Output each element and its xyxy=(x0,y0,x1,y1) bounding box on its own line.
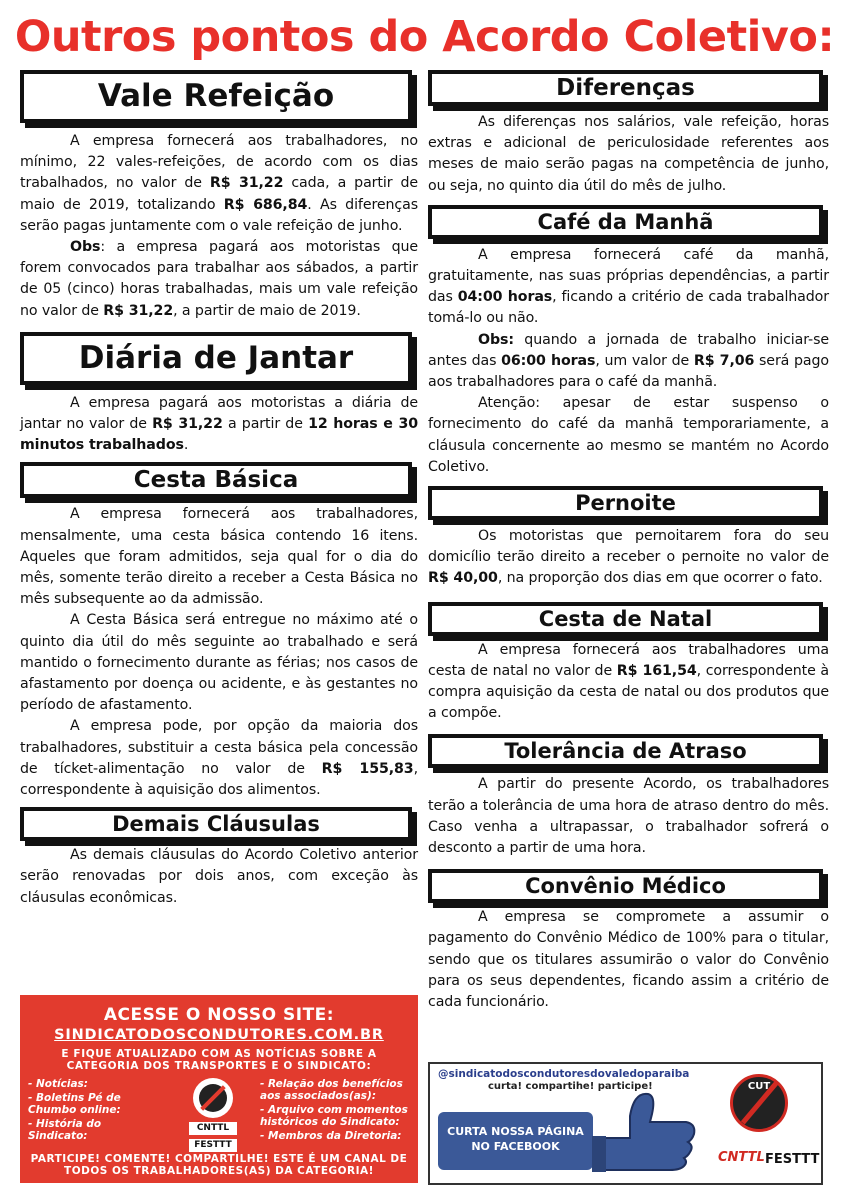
heading-vale-refeicao: Vale Refeição xyxy=(20,70,412,123)
cafe-paragraph-2: Obs: quando a jornada de trabalho iniciar-se antes das 06:00 horas, um valor de R$ 7,06 será pago aos trabalhadores para o café da manhã. xyxy=(428,331,829,391)
heading-pernoite: Pernoite xyxy=(428,486,823,520)
website-banner-heading: ACESSE O NOSSO SITE: xyxy=(103,1005,335,1025)
heading-diferencas: Diferenças xyxy=(428,70,823,106)
convenio-paragraph: A empresa se compromete a assumir o pagamento do Convênio Médico de 100% para o titular, sendo que os titulares assumirão o valor do Convênio para os seus dependentes, ficando assim a critério de cada funcionário. xyxy=(428,909,829,1011)
feature-item: - Arquivo com momentos históricos do Sindicato: xyxy=(260,1104,408,1128)
feature-item: - História do Sindicato: xyxy=(28,1118,102,1142)
cut-logo-label: CUT xyxy=(747,1081,771,1092)
cnttl-logo: CNTTL xyxy=(718,1150,765,1165)
cesta-basica-paragraph-2: A Cesta Básica será entregue no máximo até o quinto dia útil do mês seguinte ao trabalhado e será mantido o fornecimento durante as férias; nos casos de afastamento por doença ou acidente, e às gestantes no período de afastamento. xyxy=(20,612,418,714)
feature-item: - Notícias: xyxy=(28,1078,88,1090)
cesta-basica-paragraph-3: A empresa pode, por opção da maioria dos trabalhadores, substituir a cesta básica pela concessão de tícket-alimentação no valor de R$ 155,83, correspondente à aquisição dos alimentos. xyxy=(20,718,418,799)
pernoite-paragraph: Os motoristas que pernoitarem fora do seu domicílio terão direito a receber o pernoite no valor de R$ 40,00, na proporção dos dias em que ocorrer o fato. xyxy=(428,528,829,587)
heading-cesta-de-natal: Cesta de Natal xyxy=(428,602,823,636)
facebook-like-label: CURTA NOSSA PÁGINA NO FACEBOOK xyxy=(447,1125,584,1153)
diaria-jantar-paragraph: A empresa pagará aos motoristas a diária de jantar no valor de R$ 31,22 a partir de 12 horas e 30 minutos trabalhados. xyxy=(20,394,419,454)
facebook-like-button[interactable] xyxy=(438,1112,593,1170)
facebook-tagline: curta! compartihe! participe! xyxy=(488,1081,653,1092)
natal-paragraph: A empresa fornecerá aos trabalhadores uma cesta de natal no valor de R$ 161,54, correspondente à compra aquisição da cesta de natal ou dos produtos que a compõe. xyxy=(428,641,829,722)
vale-refeicao-paragraph-2: Obs: a empresa pagará aos motoristas que forem convocados para trabalhar aos sábados, a partir de 05 (cinco) horas trabalhadas, mais um vale refeição no valor de R$ 31,22, a partir de maio de 2019. xyxy=(20,239,418,319)
website-banner xyxy=(20,995,418,1183)
thumbs-up-icon xyxy=(590,1086,700,1174)
right-column xyxy=(428,70,829,1013)
cafe-paragraph-1: A empresa fornecerá café da manhã, gratuitamente, nas suas próprias dependências, a partir das 04:00 horas, ficando a critério de cada trabalhador tomá-lo ou não. xyxy=(428,246,829,327)
feature-item: - Membros da Diretoria: xyxy=(260,1130,402,1142)
heading-demais-clausulas: Demais Cláusulas xyxy=(20,807,412,841)
feature-item: - Boletins Pé de Chumbo online: xyxy=(28,1092,121,1116)
cut-logo xyxy=(730,1074,788,1132)
festtt-logo: FESTTT xyxy=(189,1139,237,1152)
page-title: Outros pontos do Acordo Coletivo: xyxy=(14,12,835,62)
cesta-basica-paragraph-1: A empresa fornecerá aos trabalhadores, mensalmente, uma cesta básica contendo 16 itens. Aqueles que foram admitidos, seja qual for o dia do mês, somente terão direito a receber a Cesta Básica no mês subsequente ao da admissão. xyxy=(20,506,418,608)
vale-refeicao-paragraph-1: A empresa fornecerá aos trabalhadores, no mínimo, 22 vales-refeições, de acordo com os dias trabalhados, no valor de R$ 31,22 cada, a partir de maio de 2019, totalizando R$ 686,84. As diferenças serão pagas juntamente com o vale refeição de junho. xyxy=(20,133,419,234)
festtt-logo: FESTTT xyxy=(765,1152,820,1167)
heading-cesta-basica: Cesta Básica xyxy=(20,462,412,498)
cut-logo-icon xyxy=(193,1078,233,1118)
heading-diaria-jantar: Diária de Jantar xyxy=(20,332,412,385)
heading-convenio-medico: Convênio Médico xyxy=(428,869,823,903)
left-column xyxy=(20,70,418,909)
website-features-left xyxy=(28,1078,158,1144)
heading-tolerancia-atraso: Tolerância de Atraso xyxy=(428,734,823,768)
website-banner-footer: PARTICIPE! COMENTE! COMPARTILHE! ESTE É UM CANAL DE TODOS OS TRABALHADORES(AS) DA CATEGORIA! xyxy=(30,1153,408,1177)
facebook-handle[interactable]: @sindicatodoscondutoresdovaledoparaiba xyxy=(438,1068,690,1080)
cnttl-logo: CNTTL xyxy=(189,1122,237,1135)
demais-clausulas-paragraph: As demais cláusulas do Acordo Coletivo anterior serão renovadas por dois anos, com exceção às cláusulas econômicas. xyxy=(20,847,418,906)
heading-cafe-da-manha: Café da Manhã xyxy=(428,205,823,239)
website-banner-subtitle: E FIQUE ATUALIZADO COM AS NOTÍCIAS SOBRE A CATEGORIA DOS TRANSPORTES E O SINDICATO: xyxy=(61,1048,377,1072)
cafe-paragraph-3: Atenção: apesar de estar suspenso o fornecimento do café da manhã temporariamente, a cláusula concernente ao mesmo se mantém no Acordo Coletivo. xyxy=(428,395,829,475)
atraso-paragraph: A partir do presente Acordo, os trabalhadores terão a tolerância de uma hora de atraso dentro do mês. Caso venha a ultrapassar, o trabalhador sofrerá o desconto a partir de uma hora. xyxy=(428,776,829,857)
facebook-banner[interactable] xyxy=(428,1062,823,1185)
diferencas-paragraph: As diferenças nos salários, vale refeição, horas extras e adicional de periculosidade referentes aos meses de maio serão pagas na competência de junho, ou seja, no quinto dia útil do mês de julho. xyxy=(428,114,829,194)
feature-item: - Relação dos benefícios aos associados(as): xyxy=(260,1078,403,1102)
website-features-right xyxy=(260,1078,415,1144)
website-link[interactable]: SINDICATODOSCONDUTORES.COM.BR xyxy=(54,1027,384,1043)
